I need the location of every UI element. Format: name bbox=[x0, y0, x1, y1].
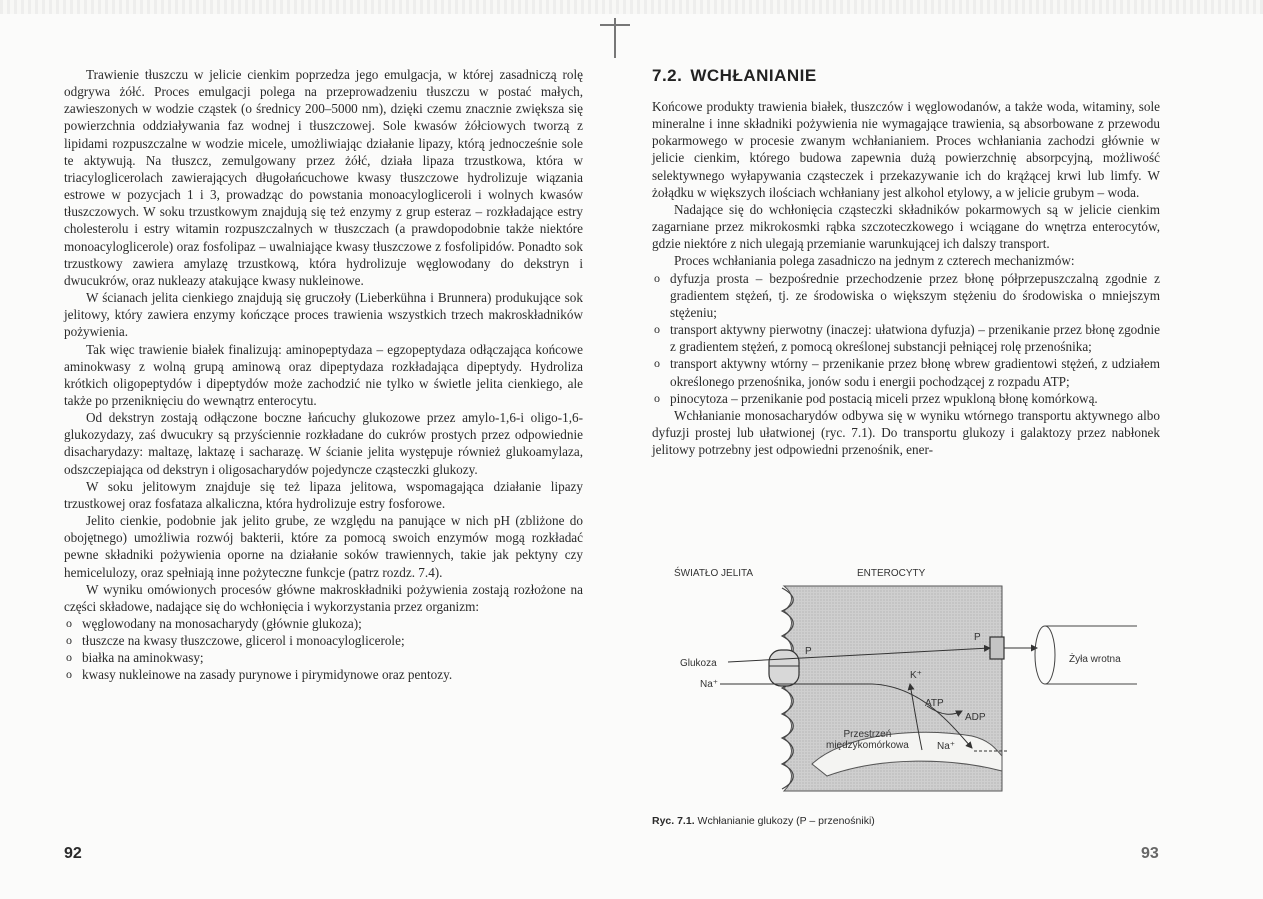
list-item: o białka na aminokwasy; bbox=[64, 649, 583, 666]
paragraph: W soku jelitowym znajduje się też lipaza jelitowa, wspomagająca działanie lipazy trzustkowej oraz fosfataza alkaliczna, która hydrolizuje estry fosforowe. bbox=[64, 478, 583, 511]
label-enterocyte: ENTEROCYTY bbox=[857, 568, 926, 579]
label-adp: ADP bbox=[965, 712, 986, 723]
paragraph: W wyniku omówionych procesów główne makroskładniki pożywienia zostają rozłożone na części składowe, nadające się do wchłonięcia i wykorzystania przez organizm: bbox=[64, 581, 583, 614]
label-na-right: Na⁺ bbox=[937, 741, 956, 752]
paragraph: Nadające się do wchłonięcia cząsteczki składników pokarmowych są w jelicie cienkim zagarniane przez mikrokosmki rąbka szczoteczkowego i wciągane do wnętrza enterocytów, gdzie niektóre z nich ulegają przemianie warunkującej ich dalszy transport. bbox=[652, 201, 1160, 252]
caption-text: Wchłanianie glukozy (P – przenośniki) bbox=[697, 815, 875, 827]
label-interstitial: Przestrzeń międzykomórkowa bbox=[826, 729, 909, 751]
paragraph: W ścianach jelita cienkiego znajdują się gruczoły (Lieberkühna i Brunnera) produkujące sok jelitowy, który zawiera enzymy kończące proces trawienia wszystkich trzech makroskładników pożywienia. bbox=[64, 290, 583, 340]
book-gutter-mark bbox=[600, 24, 630, 26]
list-item: o transport aktywny pierwotny (inaczej: ułatwiona dyfuzja) – przenikanie przez błonę zgodnie z gradientem stężeń, z pomocą określonej substancji pełniącej rolę przenośnika; bbox=[652, 321, 1160, 355]
page-number-left: 92 bbox=[64, 845, 82, 862]
paragraph: Końcowe produkty trawienia białek, tłuszczów i węglowodanów, a także woda, witaminy, sole mineralne i inne składniki pożywienia nie wymagające trawienia, są absorbowane z przewodu pokarmowego w procesie zwanym wchłanianiem. Proces wchłaniania zachodzi głównie w jelicie cienkim, którego budowa zapewnia dużą powierzchnię absorpcyjną, możliwość selektywnego wyłapywania cząsteczek i przekazywanie ich do krążącej krwi lub limfy. W żołądku w większych ilościach wchłaniany jest alkohol etylowy, a w jelicie grubym – woda. bbox=[652, 99, 1160, 200]
label-na-left: Na⁺ bbox=[700, 679, 719, 690]
figure-caption bbox=[652, 815, 875, 827]
scan-edge bbox=[0, 0, 1263, 14]
figure-glucose-absorption bbox=[652, 566, 1162, 811]
paragraph: Od dekstryn zostają odłączone boczne łańcuchy glukozowe przez amylo-1,6-i oligo-1,6-glukozydazy, zaś dwucukry są przyściennie rozkładane do cukrów prostych przez odpowiednie disacharydazy: maltazę, laktazę i sacharazę. W ścianie jelita występuje również glukoamylaza, odszczepiająca od dekstryn i oligosacharydów pojedyncze cząsteczki glukozy. bbox=[64, 410, 583, 477]
page-number-right: 93 bbox=[1141, 845, 1159, 862]
label-k: K⁺ bbox=[910, 670, 922, 681]
figure-diagram bbox=[652, 566, 1162, 811]
label-lumen: ŚWIATŁO JELITA bbox=[674, 568, 754, 579]
left-page bbox=[64, 66, 583, 684]
paragraph: Proces wchłaniania polega zasadniczo na jednym z czterech mechanizmów: bbox=[674, 253, 1075, 269]
paragraph: Wchłanianie monosacharydów odbywa się w wyniku wtórnego transportu aktywnego albo dyfuzji prostej lub ułatwionej (ryc. 7.1). Do transportu glukozy i galaktozy przez nabłonek jelitowy potrzebny jest odpowiedni przenośnik, ener- bbox=[652, 407, 1160, 458]
list-item: o węglowodany na monosacharydy (głównie glukoza); bbox=[64, 615, 583, 632]
carrier-right bbox=[990, 637, 1004, 659]
bullet-list bbox=[64, 615, 583, 684]
paragraph: Tak więc trawienie białek finalizują: aminopeptydaza – egzopeptydaza odłączająca końcowe aminokwasy z wolną grupą aminową oraz dipeptydaza rozkładająca dipeptydy. Hydroliza krótkich oligopeptydów i dipeptydów może zachodzić nie tylko w świetle jelita cienkiego, ale także po przeniknięciu do wewnątrz enterocytu. bbox=[64, 341, 583, 408]
section-title: WCHŁANIANIE bbox=[690, 66, 817, 85]
label-vein: Żyła wrotna bbox=[1069, 654, 1121, 665]
label-atp: ATP bbox=[925, 698, 944, 709]
list-item: o kwasy nukleinowe na zasady purynowe i pirymidynowe oraz pentozy. bbox=[64, 666, 583, 683]
list-item: o pinocytoza – przenikanie pod postacią miceli przez wpukloną błonę komórkową. bbox=[652, 390, 1160, 407]
carrier-left bbox=[769, 650, 799, 686]
section-number: 7.2. bbox=[652, 66, 683, 85]
label-carrier-right: P bbox=[974, 632, 981, 643]
list-item: o transport aktywny wtórny – przenikanie przez błonę wbrew gradientowi stężeń, z udziałem określonego przenośnika, jonów sodu i energii pochodzącej z rozpadu ATP; bbox=[652, 355, 1160, 389]
list-item: o tłuszcze na kwasy tłuszczowe, glicerol i monoacyloglicerole; bbox=[64, 632, 583, 649]
bullet-list bbox=[652, 270, 1160, 407]
list-item: o dyfuzja prosta – bezpośrednie przechodzenie przez błonę półprzepuszczalną zgodnie z gradientem stężeń, tj. ze środowiska o większym stężeniu do środowiska o mniejszym stężeniu; bbox=[652, 270, 1160, 321]
caption-label: Ryc. 7.1. bbox=[652, 815, 695, 827]
paragraph: Jelito cienkie, podobnie jak jelito grube, ze względu na panujące w nich pH (zbliżone do obojętnego) umożliwia rozwój bakterii, które za pomocą swoich enzymów mogą rozkładać pewne składniki pożywienia oporne na działanie soków trawiennych, takie jak pektyny czy hemicelulozy, oraz spełniają inne pożyteczne funkcje (patrz rozdz. 7.4). bbox=[64, 513, 583, 580]
paragraph: Trawienie tłuszczu w jelicie cienkim poprzedza jego emulgacja, w której zasadniczą rolę odgrywa żółć. Proces emulgacji polega na przeprowadzeniu tłuszczu w postać małych, zawieszonych w wodzie cząstek (o średnicy 200–5000 nm), dzięki czemu znacznie zwiększa się powierzchnia oddziaływania faz wodnej i tłuszczowej. Sole kwasów żółciowych tworzą z lipidami rozpuszczalne w wodzie micele, umożliwiając działanie lipazy, którą jednocześnie sole te aktywują. Na tłuszcz, zemulgowany przez żółć, działa lipaza trzustkowa, która w triacyloglicerolach zawierających długołańcuchowe kwasy tłuszczowe hydrolizuje wiązania estrowe w pozycjach 1 i 3, prowadząc do powstania monoacylogliceroli i wolnych kwasów tłuszczowych. W soku trzustkowym znajdują się też enzymy z grup esteraz – rozkładające estry cholesterolu i estry witamin rozpuszczalnych w tłuszczach (a prawdopodobnie także niektóre monoacyloglicerole) oraz fosfolipaz – uwalniające kwasy tłuszczowe z fosfolipidów. Ponadto sok trzustkowy zawiera amylazę trzustkową, która hydrolizuje węglowodany do dekstryn i dwucukrów, oraz nukleazy atakujące kwasy nukleinowe. bbox=[64, 67, 583, 288]
label-carrier-left: P bbox=[805, 646, 812, 657]
label-glucose: Glukoza bbox=[680, 658, 717, 669]
right-page bbox=[652, 66, 1160, 458]
section-heading bbox=[652, 66, 1160, 88]
